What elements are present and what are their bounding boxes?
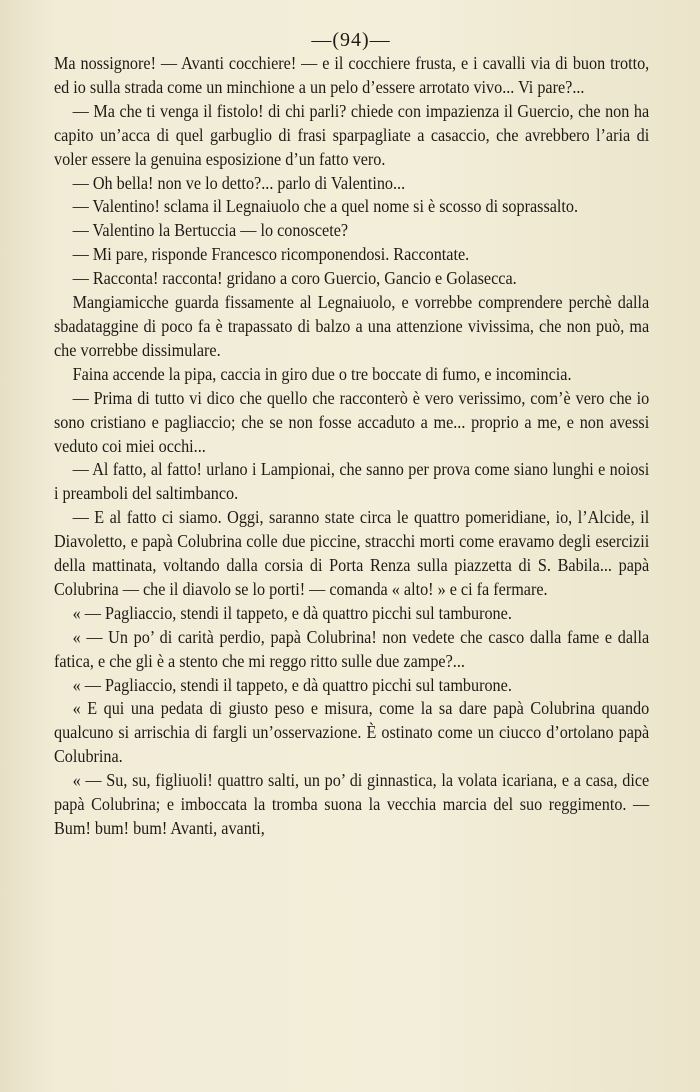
paragraph: — Oh bella! non ve lo detto?... parlo di Valentino... [72, 172, 406, 193]
paragraph: — Valentino! sclama il Legnaiuolo che a quel nome si è scosso di soprassalto. [72, 196, 579, 217]
paragraph: « — Pagliaccio, stendi il tappeto, e dà quattro picchi sul tamburone. [72, 674, 512, 695]
paragraph: « — Pagliaccio, stendi il tappeto, e dà quattro picchi sul tamburone. [72, 602, 512, 623]
paragraph: — E al fatto ci siamo. Oggi, saranno state circa le quattro pomeridiane, io, l’Alcide, il Diavoletto, e papà Colubrina colle due piccine, stracchi morti come eravamo degli esercizii della mattinata, voltando dalla corsia di Porta Renza sulla piazzetta di S. Babila... papà Colubrina — che il diavolo se lo porti! — comanda « alto! » e ci fa fermare. [54, 507, 650, 599]
paragraph: — Ma che ti venga il fistolo! di chi parli? chiede con impazienza il Guercio, che non ha capito un’acca di quel garbuglio di frasi sparpagliate a casaccio, che avrebbero l’aria di voler essere la genuina esposizione d’un fatto vero. [54, 100, 650, 169]
paragraph: Mangiamicche guarda fissamente al Legnaiuolo, e vorrebbe comprendere perchè dalla sbadataggine di poco fa è trapassato di balzo a una attenzione vivissima, che non può, ma che vorrebbe dissimulare. [54, 292, 650, 360]
paragraph: — Valentino la Bertuccia — lo conoscete? [72, 220, 349, 241]
paragraph: « E qui una pedata di giusto peso e misura, come la sa dare papà Colubrina quando qualcuno si arrischia di fargli un’osservazione. È ostinato come un ciucco d’ortolano papà Colubrina. [54, 698, 650, 767]
page-number: —(94)— [311, 29, 391, 51]
paragraph: Faina accende la pipa, caccia in giro due o tre boccate di fumo, e incomincia. [72, 363, 572, 384]
paragraph: « — Su, su, figliuoli! quattro salti, un po’ di ginnastica, la volata icariana, e a casa, dice papà Colubrina; e imboccata la tromba suona la vecchia marcia del suo reggimento. — Bum! bum! bum! Avanti, avanti, [54, 770, 650, 838]
paragraph: — Mi pare, risponde Francesco ricomponendosi. Raccontate. [72, 244, 470, 265]
paragraph: — Racconta! racconta! gridano a coro Guercio, Gancio e Golasecca. [72, 268, 517, 289]
paragraph: « — Un po’ di carità perdio, papà Colubrina! non vedete che casco dalla fame e dalla fatica, e che gli è a stento che mi reggo ritto sulle due zampe?... [54, 626, 650, 671]
body-text [54, 52, 649, 841]
paragraph: — Al fatto, al fatto! urlano i Lampionai, che sanno per prova come siano lunghi e noiosi i preamboli del saltimbanco. [54, 459, 650, 504]
paragraph: Ma nossignore! — Avanti cocchiere! — e il cocchiere frusta, e i cavalli via di buon trotto, ed io sulla strada come un minchione a un pelo d’essere arrotato vivo... Vi pare?... [54, 53, 650, 97]
paragraph: — Prima di tutto vi dico che quello che racconterò è vero verissimo, com’è vero che io sono cristiano e pagliaccio; che se non fosse accaduto a me... proprio a me, e non avessi veduto coi miei occhi... [54, 387, 650, 456]
